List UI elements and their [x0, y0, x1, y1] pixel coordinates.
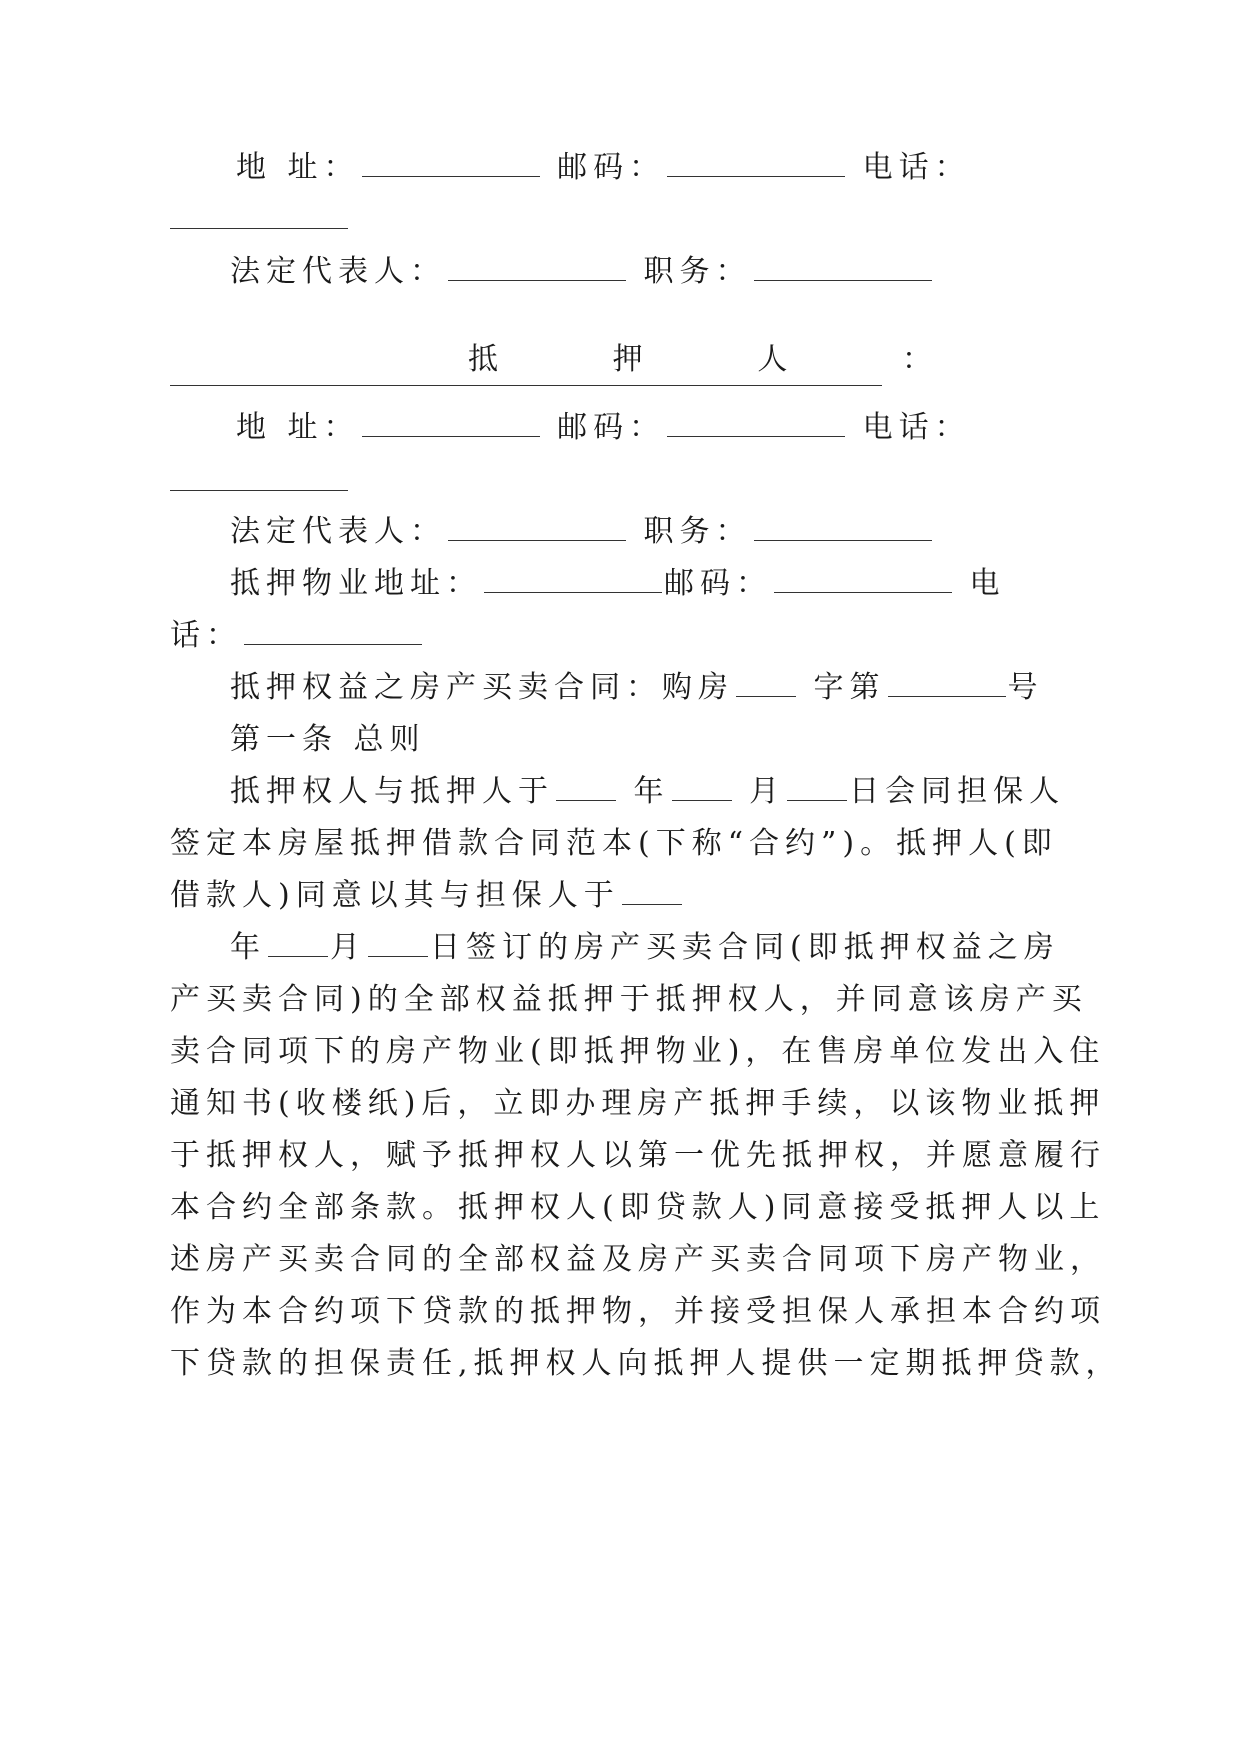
mortgagor-title-char-1: 抵 [468, 342, 498, 377]
p2-text-year: 年 [230, 930, 266, 965]
article-1-p2-line-3: 卖合同项下的房产物业(即抵押物业)，在售房单位发出入住 [170, 1034, 1106, 1069]
p1-blank-month[interactable] [672, 794, 732, 801]
mortgagor-position-blank[interactable] [754, 534, 932, 541]
guarantor-position-blank[interactable] [754, 274, 932, 281]
mortgagor-phone-label: 电话： [862, 410, 971, 445]
mortgagor-legal-rep-blank[interactable] [448, 534, 626, 541]
contract-ref-prefix: 抵押权益之房产买卖合同：购房 [230, 670, 734, 705]
property-address-blank[interactable] [484, 586, 662, 593]
mortgagor-title [468, 342, 932, 378]
article-1-p2-line-7: 述房产买卖合同的全部权益及房产买卖合同项下房产物业， [170, 1242, 1106, 1277]
guarantor-zip-label: 邮码： [557, 150, 666, 185]
p2-blank-day[interactable] [368, 950, 428, 957]
mortgagor-title-char-3: 人 [757, 342, 788, 377]
mortgagor-position-label: 职务： [643, 514, 752, 549]
mortgagor-title-char-4: ： [901, 342, 932, 377]
article-1-p2-line-2: 产买卖合同)的全部权益抵押于抵押权人，并同意该房产买 [170, 982, 1088, 1017]
article-1-p2-line-9: 下贷款的担保责任,抵押权人向抵押人提供一定期抵押贷款， [170, 1346, 1122, 1381]
guarantor-legal-rep-label: 法定代表人： [230, 254, 446, 289]
contract-reference [230, 670, 1044, 706]
article-1-p1-line-1 [230, 774, 1065, 810]
guarantor-address-row [236, 150, 971, 186]
article-1-p2-line-1 [230, 930, 1060, 966]
p1-text-year: 年 [633, 774, 670, 809]
mortgagor-address-blank[interactable] [362, 430, 540, 437]
article-1-p1-line-3 [170, 878, 684, 914]
article-1-heading: 第一条 总则 [230, 722, 426, 757]
guarantor-legal-rep-row [230, 254, 934, 290]
p2-text-month: 月 [330, 930, 366, 965]
p2-text-rest: 日签订的房产买卖合同(即抵押权益之房 [430, 930, 1060, 965]
mortgagor-address-row [236, 410, 971, 446]
article-1-p2-line-8: 作为本合约项下贷款的抵押物，并接受担保人承担本合约项 [170, 1294, 1106, 1329]
contract-ref-blank-1[interactable] [736, 690, 796, 697]
article-1-p2-line-6: 本合约全部条款。抵押权人(即贷款人)同意接受抵押人以上 [170, 1190, 1106, 1225]
article-1-p2-line-4: 通知书(收楼纸)后，立即办理房产抵押手续，以该物业抵押 [170, 1086, 1106, 1121]
mortgagor-name-blank[interactable] [170, 385, 882, 386]
property-phone-row [170, 618, 424, 654]
property-phone-blank[interactable] [244, 638, 422, 645]
guarantor-zip-blank[interactable] [667, 170, 845, 177]
guarantor-phone-label: 电话： [862, 150, 971, 185]
mortgagor-legal-rep-row [230, 514, 934, 550]
property-zip-blank[interactable] [774, 586, 952, 593]
p2-blank-month[interactable] [268, 950, 328, 957]
property-phone-label-part1: 电 [969, 566, 1006, 601]
mortgagor-address-label: 地 址： [236, 410, 360, 445]
contract-ref-blank-2[interactable] [888, 690, 1006, 697]
mortgagor-zip-blank[interactable] [667, 430, 845, 437]
mortgagor-zip-label: 邮码： [557, 410, 666, 445]
p1-blank-year[interactable] [556, 794, 616, 801]
p1-text-month: 月 [749, 774, 786, 809]
property-address-label: 抵押物业地址： [230, 566, 482, 601]
p1-text-day: 日会同担保人 [849, 774, 1066, 809]
p1-blank-day[interactable] [787, 794, 847, 801]
guarantor-address-blank[interactable] [362, 170, 540, 177]
p1-line3-text: 借款人)同意以其与担保人于 [170, 878, 620, 913]
contract-ref-suffix: 号 [1007, 670, 1044, 705]
guarantor-phone-blank[interactable] [170, 228, 348, 229]
article-1-p1-line-2: 签定本房屋抵押借款合同范本(下称“合约”)。抵押人(即 [170, 826, 1058, 861]
guarantor-address-label: 地 址： [236, 150, 360, 185]
mortgagor-title-char-2: 押 [612, 342, 643, 377]
mortgagor-legal-rep-label: 法定代表人： [230, 514, 446, 549]
article-1-p2-line-5: 于抵押权人，赋予抵押权人以第一优先抵押权，并愿意履行 [170, 1138, 1106, 1173]
p1-blank-date[interactable] [622, 898, 682, 905]
p1-text-a: 抵押权人与抵押人于 [230, 774, 554, 809]
property-phone-label-part2: 话： [170, 618, 242, 653]
guarantor-legal-rep-blank[interactable] [448, 274, 626, 281]
property-address-row [230, 566, 1006, 602]
property-zip-label: 邮码： [664, 566, 772, 601]
mortgagor-phone-blank[interactable] [170, 490, 348, 491]
contract-ref-middle: 字第 [813, 670, 886, 705]
guarantor-position-label: 职务： [643, 254, 752, 289]
